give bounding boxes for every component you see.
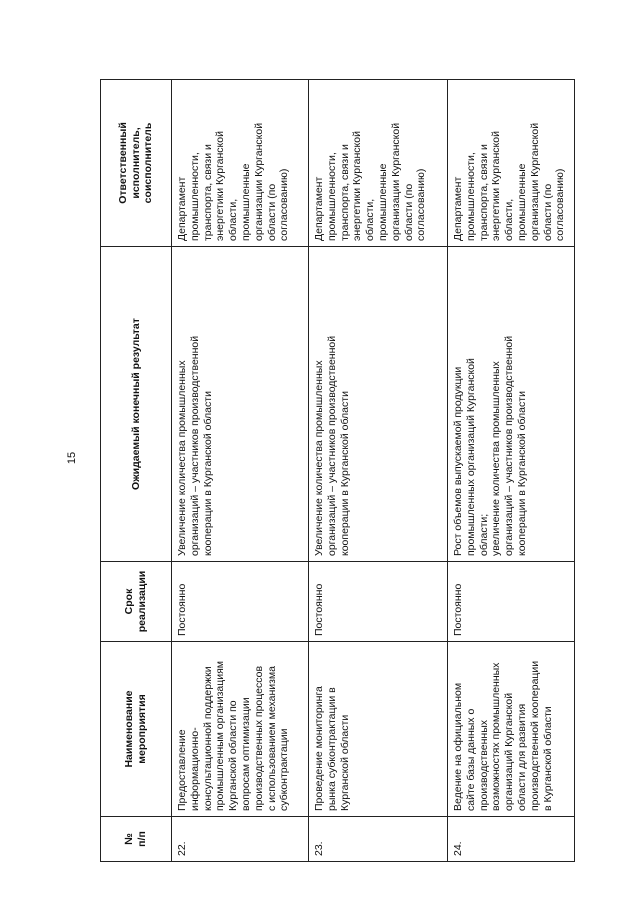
table-row: [172, 80, 309, 862]
cell-expected-result: Увеличение количества промышленных организаций – участников производственной кооперации в Курганской области: [309, 247, 448, 562]
cell-term: Постоянно: [172, 562, 309, 642]
header-number: № п/п: [101, 817, 172, 862]
cell-number: 22.: [172, 817, 309, 862]
page-number: 15: [66, 451, 78, 465]
table-row: [309, 80, 448, 862]
cell-activity-name: Предоставление информационно- консультационной поддержки промышленным организациям Курганской области по вопросам оптимизации производственных процессов с использованием механизма субконтрактации: [172, 642, 309, 817]
header-activity-name: Наименование мероприятия: [101, 642, 172, 817]
cell-number: 23.: [309, 817, 448, 862]
header-responsible: Ответственный исполнитель, соисполнитель: [101, 80, 172, 247]
cell-number: 24.: [448, 817, 575, 862]
cell-responsible: Департамент промышленности, транспорта, связи и энергетики Курганской области, промышленные организации Курганской области (по согласованию): [172, 80, 309, 247]
table-header-row: [101, 80, 172, 862]
cell-responsible: Департамент промышленности, транспорта, связи и энергетики Курганской области, промышленные организации Курганской области (по согласованию): [309, 80, 448, 247]
cell-expected-result: Увеличение количества промышленных организаций – участников производственной кооперации в Курганской области: [172, 247, 309, 562]
cell-expected-result: Рост объемов выпускаемой продукции промышленных организаций Курганской области; увеличение количества промышленных организаций – участников производственной кооперации в Курганской области: [448, 247, 575, 562]
table-row: [448, 80, 575, 862]
cell-activity-name: Проведение мониторинга рынка субконтрактации в Курганской области: [309, 642, 448, 817]
header-expected-result: Ожидаемый конечный результат: [101, 247, 172, 562]
cell-activity-name: Ведение на официальном сайте базы данных о производственных возможностях промышленных организаций Курганской области для развития производственной кооперации в Курганской области: [448, 642, 575, 817]
cell-term: Постоянно: [448, 562, 575, 642]
cell-responsible: Департамент промышленности, транспорта, связи и энергетики Курганской области, промышленные организации Курганской области (по согласованию): [448, 80, 575, 247]
header-term: Срок реализации: [101, 562, 172, 642]
activities-table: [100, 79, 575, 862]
cell-term: Постоянно: [309, 562, 448, 642]
rotated-page-content: [100, 80, 567, 862]
